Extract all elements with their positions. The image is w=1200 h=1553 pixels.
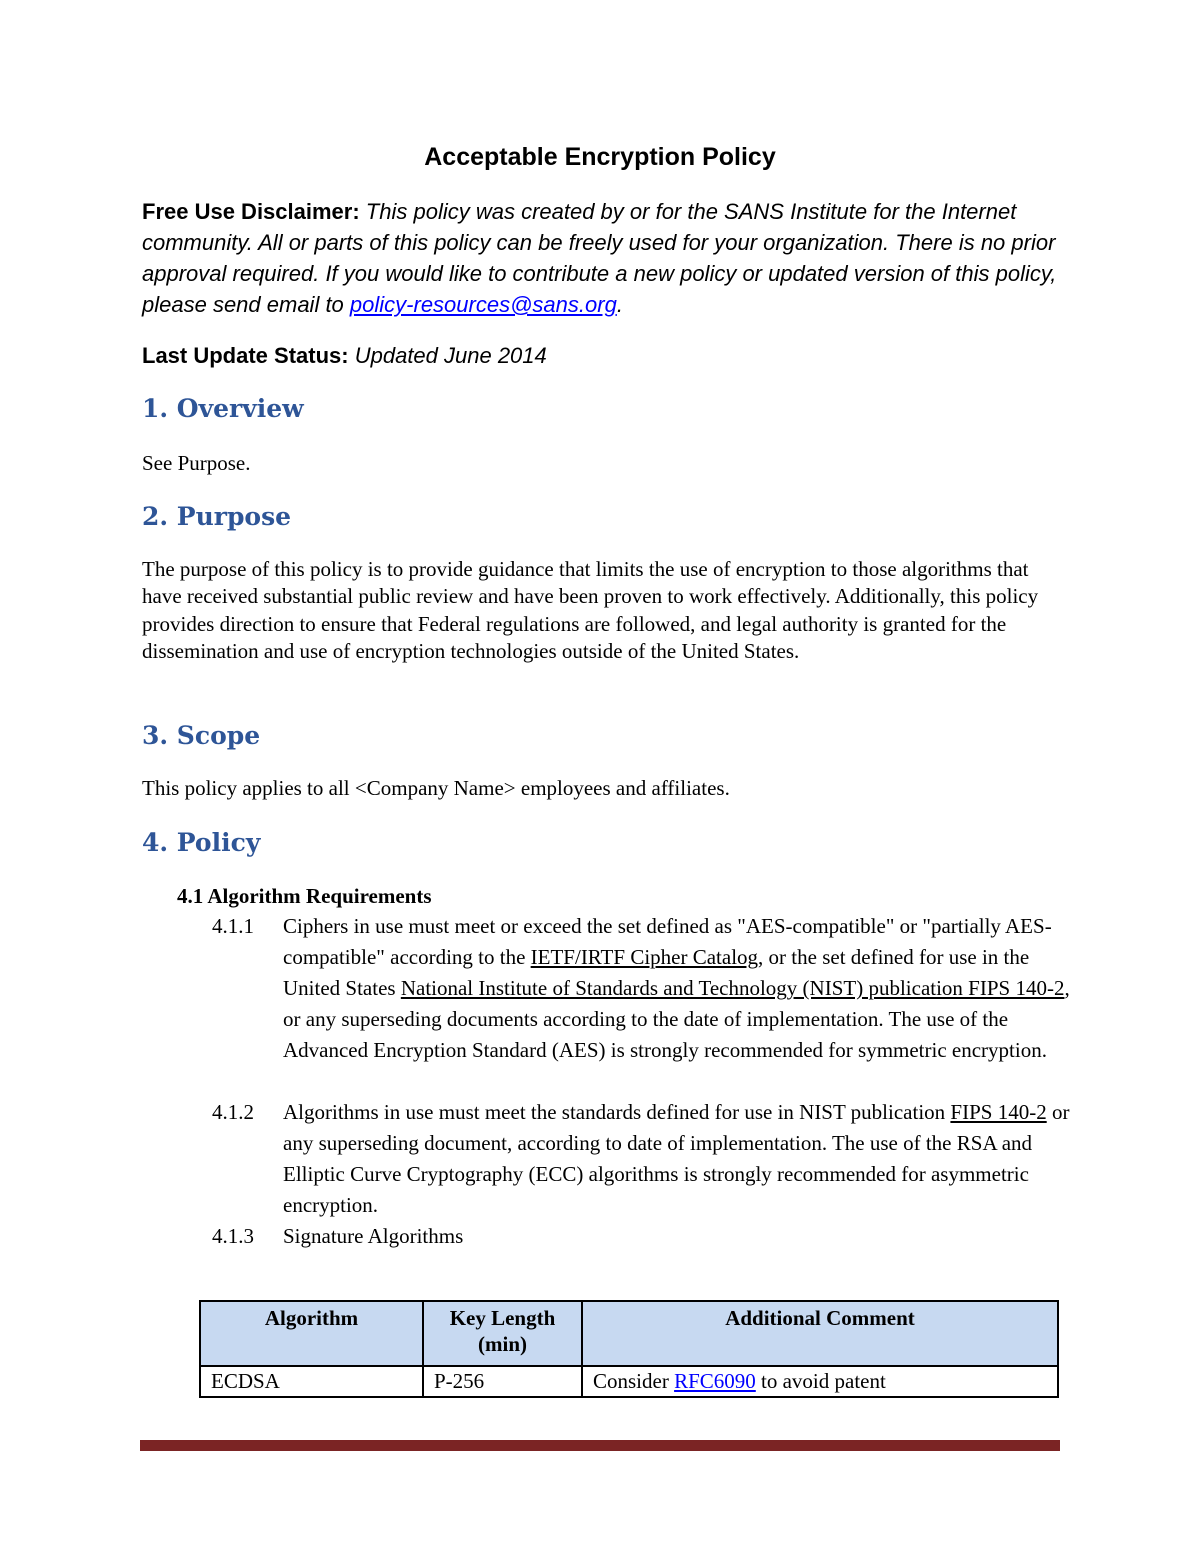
table-cell-key-length: P-256	[423, 1366, 582, 1397]
rfc6090-link[interactable]: RFC6090	[674, 1369, 756, 1393]
page-title: Acceptable Encryption Policy	[424, 143, 776, 171]
table-header-row	[200, 1301, 1058, 1366]
heading-overview: 1. Overview	[142, 394, 304, 423]
heading-policy: 4. Policy	[142, 828, 261, 857]
disclaimer-email-link[interactable]: policy-resources@sans.org	[349, 292, 617, 317]
column-header: Algorithm	[200, 1301, 423, 1366]
requirement-item	[283, 1097, 1073, 1221]
heading-scope: 3. Scope	[142, 721, 261, 750]
item-number: 4.1.3	[212, 1224, 254, 1248]
table-cell-algorithm: ECDSA	[200, 1366, 423, 1397]
disclaimer-end: .	[616, 292, 623, 317]
cipher-catalog-link[interactable]: IETF/IRTF Cipher Catalog	[530, 945, 759, 969]
item-text: , or the set defined for use in the United States	[283, 945, 1030, 1000]
signature-algorithms-table	[199, 1300, 1059, 1398]
item-number: 4.1.1	[212, 914, 254, 938]
requirement-item	[283, 911, 1073, 1066]
comment-text: to avoid patent	[755, 1369, 886, 1393]
disclaimer	[142, 196, 1072, 320]
overview-text: See Purpose.	[142, 451, 251, 475]
column-header: Key Length (min)	[423, 1301, 582, 1366]
item-number: 4.1.2	[212, 1100, 254, 1124]
heading-purpose: 2. Purpose	[142, 502, 292, 531]
subsection-heading: 4.1 Algorithm Requirements	[177, 884, 432, 908]
last-update-label: Last Update Status:	[142, 343, 349, 368]
disclaimer-label: Free Use Disclaimer:	[142, 199, 360, 224]
comment-text: Consider	[593, 1369, 675, 1393]
last-update-status	[142, 340, 547, 371]
item-text: Ciphers in use must meet or exceed the set defined as "AES-compatible" or "partially AES-compatible" according to the	[283, 914, 1052, 969]
requirement-item: Signature Algorithms	[283, 1224, 464, 1248]
purpose-text: The purpose of this policy is to provide guidance that limits the use of encryption to those algorithms that have received substantial public review and have been proven to work effectively. Additionally, this policy provides direction to ensure that Federal regulations are followed, and legal authority is granted for the dissemination and use of encryption technologies outside of the United States.	[142, 557, 1039, 663]
scope-text: This policy applies to all <Company Name> employees and affiliates.	[142, 776, 730, 800]
item-text: , or any superseding documents according to the date of implementation. The use of the Advanced Encryption Standard (AES) is strongly recommended for symmetric encryption.	[283, 976, 1070, 1062]
item-text: Algorithms in use must meet the standards defined for use in NIST publication	[283, 1100, 951, 1124]
item-text: or any superseding document, according to date of implementation. The use of the RSA and Elliptic Curve Cryptography (ECC) algorithms is strongly recommended for asymmetric encryption.	[283, 1100, 1070, 1217]
table-cell-comment	[582, 1366, 1058, 1397]
fips-link[interactable]: FIPS 140-2	[950, 1100, 1047, 1124]
nist-fips-link[interactable]: National Institute of Standards and Technology (NIST) publication FIPS 140-2	[400, 976, 1065, 1000]
last-update-value: Updated June 2014	[354, 343, 547, 368]
footer-rule	[140, 1440, 1060, 1451]
table-row	[200, 1366, 1058, 1397]
disclaimer-text: This policy was created by or for the SANS Institute for the Internet community. All or parts of this policy can be freely used for your organization. There is no prior approval required. If you would like to contribute a new policy or updated version of this policy, please send email to	[142, 199, 1057, 317]
column-header: Additional Comment	[582, 1301, 1058, 1366]
